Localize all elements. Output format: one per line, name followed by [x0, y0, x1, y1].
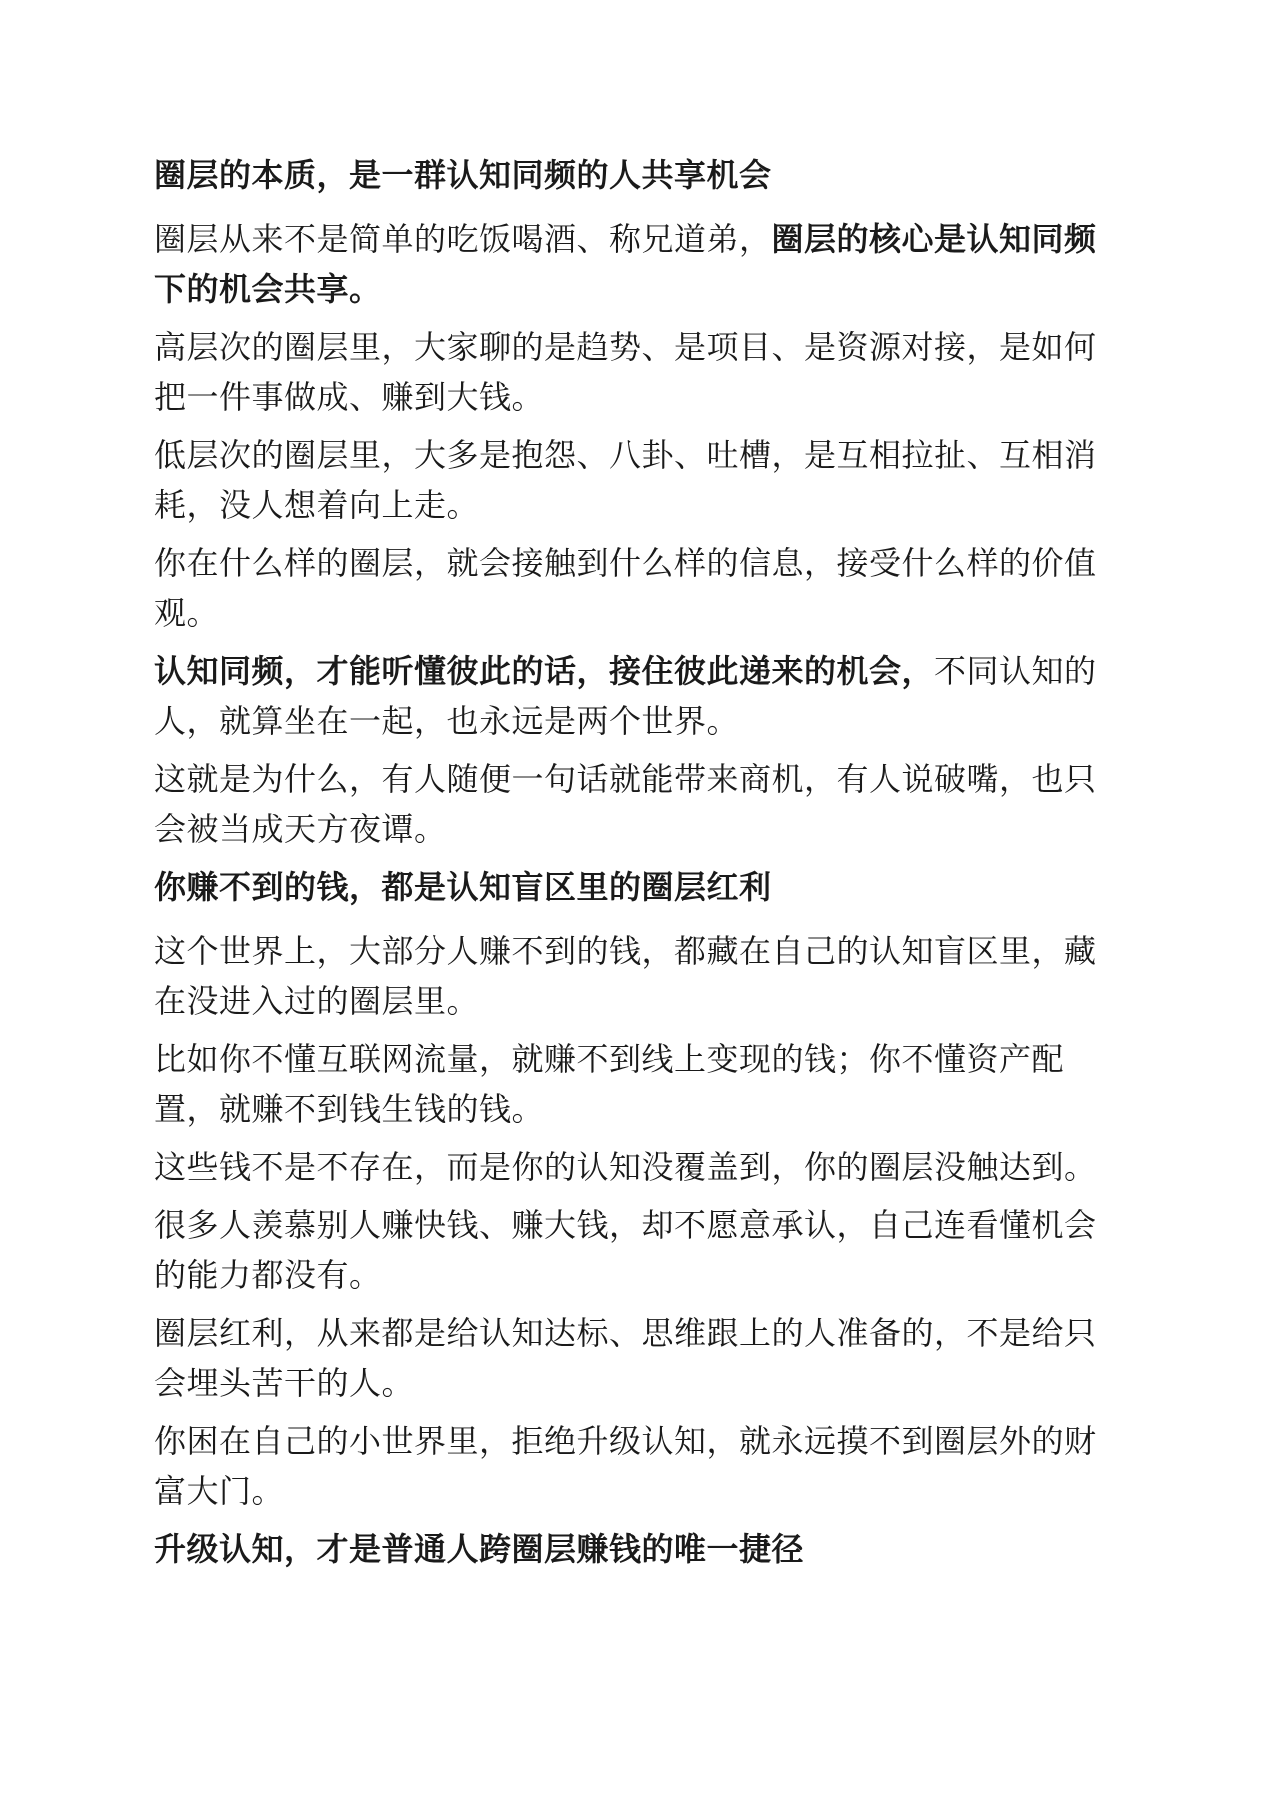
section-1	[154, 150, 1124, 854]
section-3	[154, 1524, 1124, 1574]
paragraph	[154, 646, 1124, 746]
paragraph-text: 你在什么样的圈层，就会接触到什么样的信息，接受什么样的价值观。	[154, 544, 1097, 632]
paragraph	[154, 754, 1124, 854]
paragraph-text: 高层次的圈层里，大家聊的是趋势、是项目、是资源对接，是如何把一件事做成、赚到大钱。	[154, 328, 1097, 416]
paragraph	[154, 1200, 1124, 1300]
paragraph-emphasis: 认知同频，才能听懂彼此的话，接住彼此递来的机会，	[154, 652, 935, 690]
paragraph	[154, 1416, 1124, 1516]
paragraph	[154, 538, 1124, 638]
paragraph	[154, 322, 1124, 422]
section-heading: 你赚不到的钱，都是认知盲区里的圈层红利	[154, 868, 772, 906]
paragraph-text: 圈层从来不是简单的吃饭喝酒、称兄道弟，	[154, 220, 772, 258]
paragraph-emphasis: 圈层的核心是认知同频下的机会共享。	[154, 220, 1097, 308]
paragraph	[154, 214, 1124, 314]
paragraph-text: 低层次的圈层里，大多是抱怨、八卦、吐槽，是互相拉扯、互相消耗，没人想着向上走。	[154, 436, 1097, 524]
paragraph-text: 这就是为什么，有人随便一句话就能带来商机，有人说破嘴，也只会被当成天方夜谭。	[154, 760, 1097, 848]
section-heading: 升级认知，才是普通人跨圈层赚钱的唯一捷径	[154, 1530, 805, 1568]
paragraph	[154, 1034, 1124, 1134]
paragraph-text: 你困在自己的小世界里，拒绝升级认知，就永远摸不到圈层外的财富大门。	[154, 1422, 1097, 1510]
paragraph-text: 这个世界上，大部分人赚不到的钱，都藏在自己的认知盲区里，藏在没进入过的圈层里。	[154, 932, 1097, 1020]
paragraph-tail: 不同认知的人，就算坐在一起，也永远是两个世界。	[154, 652, 1097, 740]
paragraph	[154, 1142, 1124, 1192]
section-2	[154, 862, 1124, 1516]
paragraph	[154, 430, 1124, 530]
paragraph	[154, 926, 1124, 1026]
paragraph-text: 很多人羡慕别人赚快钱、赚大钱，却不愿意承认，自己连看懂机会的能力都没有。	[154, 1206, 1097, 1294]
paragraph-text: 圈层红利，从来都是给认知达标、思维跟上的人准备的，不是给只会埋头苦干的人。	[154, 1314, 1097, 1402]
paragraph-text: 比如你不懂互联网流量，就赚不到线上变现的钱；你不懂资产配置，就赚不到钱生钱的钱。	[154, 1040, 1065, 1128]
document-body	[154, 150, 1124, 1588]
paragraph	[154, 1308, 1124, 1408]
paragraph-text: 这些钱不是不存在，而是你的认知没覆盖到，你的圈层没触达到。	[154, 1148, 1097, 1186]
section-heading: 圈层的本质，是一群认知同频的人共享机会	[154, 156, 772, 194]
